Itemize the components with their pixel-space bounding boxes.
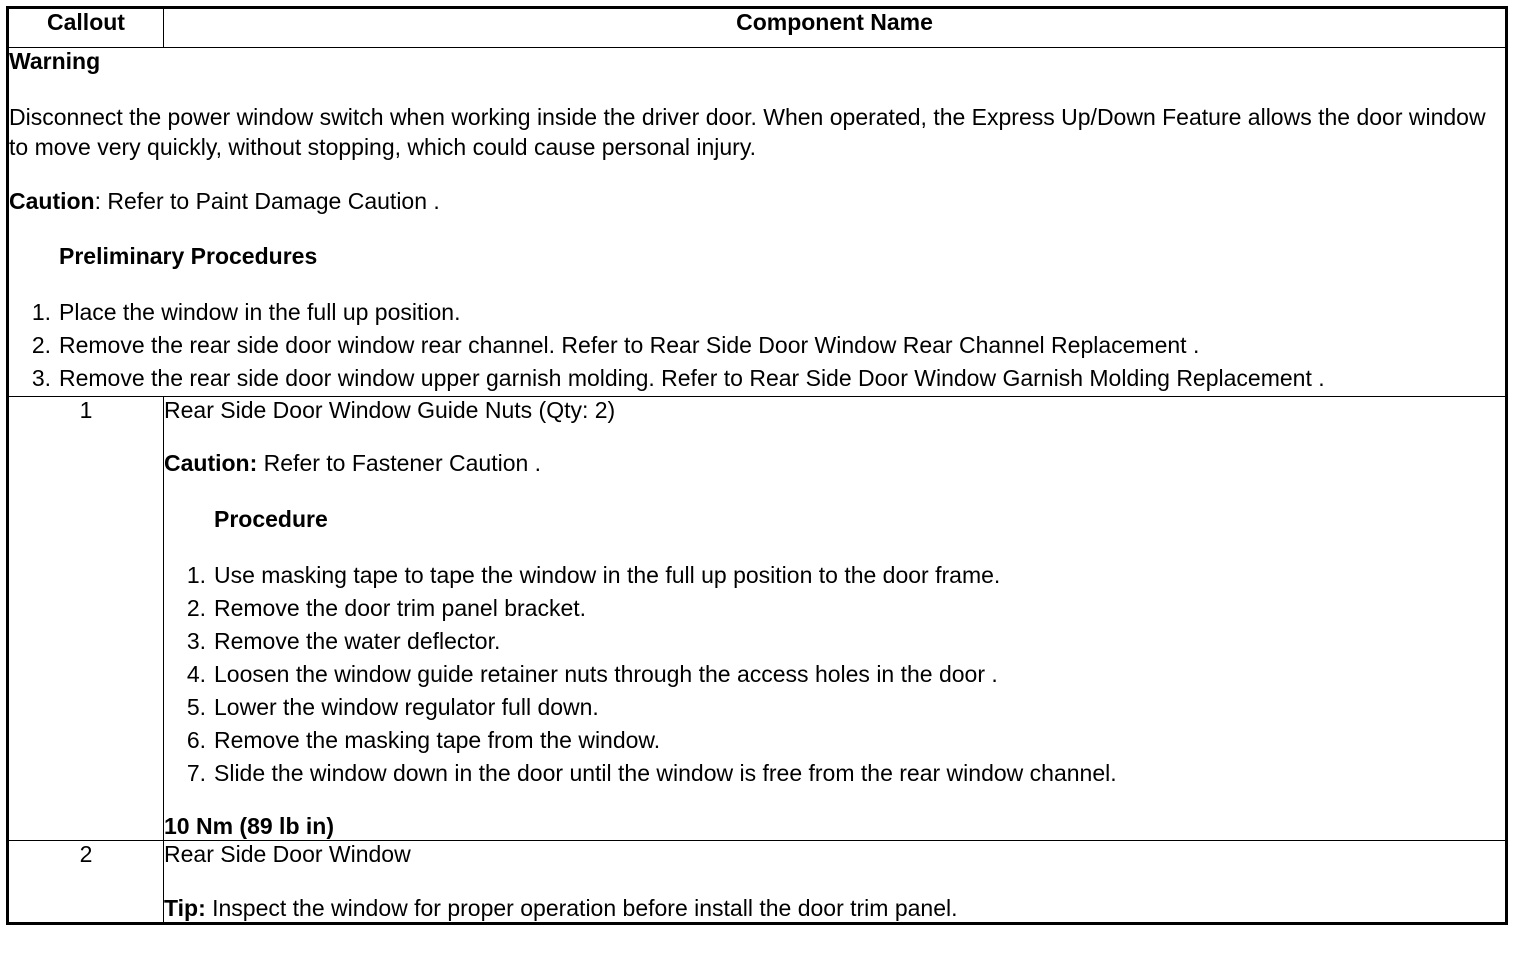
step-number: 3.: [186, 628, 206, 655]
step-text: Remove the rear side door window rear channel. Refer to Rear Side Door Window Rear Channel Replacement .: [59, 332, 1200, 359]
step-number: 3.: [31, 365, 51, 392]
intro-row: [8, 48, 1507, 397]
step-number: 1.: [31, 299, 51, 326]
step-text: Remove the rear side door window upper garnish molding. Refer to Rear Side Door Window Garnish Molding Replacement .: [59, 365, 1325, 392]
table-row: [8, 841, 1507, 924]
table-row: [8, 396, 1507, 840]
list-item: [9, 363, 1505, 396]
step-text: Remove the water deflector.: [214, 628, 501, 655]
caution-text: : Refer to Paint Damage Caution .: [94, 187, 440, 214]
tip-text: Inspect the window for proper operation before install the door trim panel.: [205, 894, 958, 921]
warning-title: Warning: [9, 48, 101, 74]
step-text: Slide the window down in the door until the window is free from the rear window channel.: [214, 760, 1117, 787]
step-text: Lower the window regulator full down.: [214, 694, 599, 721]
list-item: [9, 297, 1505, 330]
step-number: 2.: [186, 595, 206, 622]
callout-column-header: Callout: [8, 8, 164, 48]
step-text: Loosen the window guide retainer nuts through the access holes in the door .: [214, 661, 998, 688]
step-number: 5.: [186, 694, 206, 721]
caution-label: Caution: [9, 187, 95, 214]
tip-label: Tip:: [164, 894, 206, 921]
component-title: Rear Side Door Window: [164, 841, 411, 868]
caution-text: Refer to Fastener Caution .: [257, 450, 542, 477]
list-item: [9, 330, 1505, 363]
callout-cell: 2: [8, 841, 164, 924]
component-title: Rear Side Door Window Guide Nuts (Qty: 2): [164, 396, 616, 423]
preliminary-procedures-heading: Preliminary Procedures: [59, 243, 318, 270]
step-number: 2.: [31, 332, 51, 359]
caution-note: [9, 188, 1505, 216]
component-cell: [164, 396, 1507, 840]
list-item: [164, 593, 1505, 626]
list-item: [164, 758, 1505, 791]
step-number: 6.: [186, 727, 206, 754]
warning-text: Disconnect the power window switch when working inside the driver door. When operated, the Express Up/Down Feature allows the door window to move very quickly, without stopping, which could cause personal injury.: [9, 103, 1486, 160]
step-text: Place the window in the full up position.: [59, 299, 461, 326]
procedure-steps-list: [164, 560, 1505, 791]
step-text: Use masking tape to tape the window in the full up position to the door frame.: [214, 562, 1001, 589]
table-header-row: [8, 8, 1507, 48]
list-item: [164, 659, 1505, 692]
component-cell: [164, 841, 1507, 924]
component-table: [6, 6, 1508, 925]
caution-note: [164, 450, 1505, 478]
list-item: [164, 560, 1505, 593]
list-item: [164, 692, 1505, 725]
step-number: 1.: [186, 562, 206, 589]
procedure-heading: Procedure: [214, 505, 328, 532]
callout-cell: 1: [8, 396, 164, 840]
step-text: Remove the door trim panel bracket.: [214, 595, 587, 622]
step-number: 4.: [186, 661, 206, 688]
list-item: [164, 725, 1505, 758]
list-item: [164, 626, 1505, 659]
caution-label: Caution:: [164, 450, 258, 477]
component-name-column-header: Component Name: [164, 8, 1507, 48]
step-number: 7.: [186, 760, 206, 787]
preliminary-steps-list: [9, 297, 1505, 396]
step-text: Remove the masking tape from the window.: [214, 727, 661, 754]
intro-cell: [8, 48, 1507, 397]
tip-note: [164, 895, 1505, 923]
torque-spec: 10 Nm (89 lb in): [164, 812, 334, 839]
